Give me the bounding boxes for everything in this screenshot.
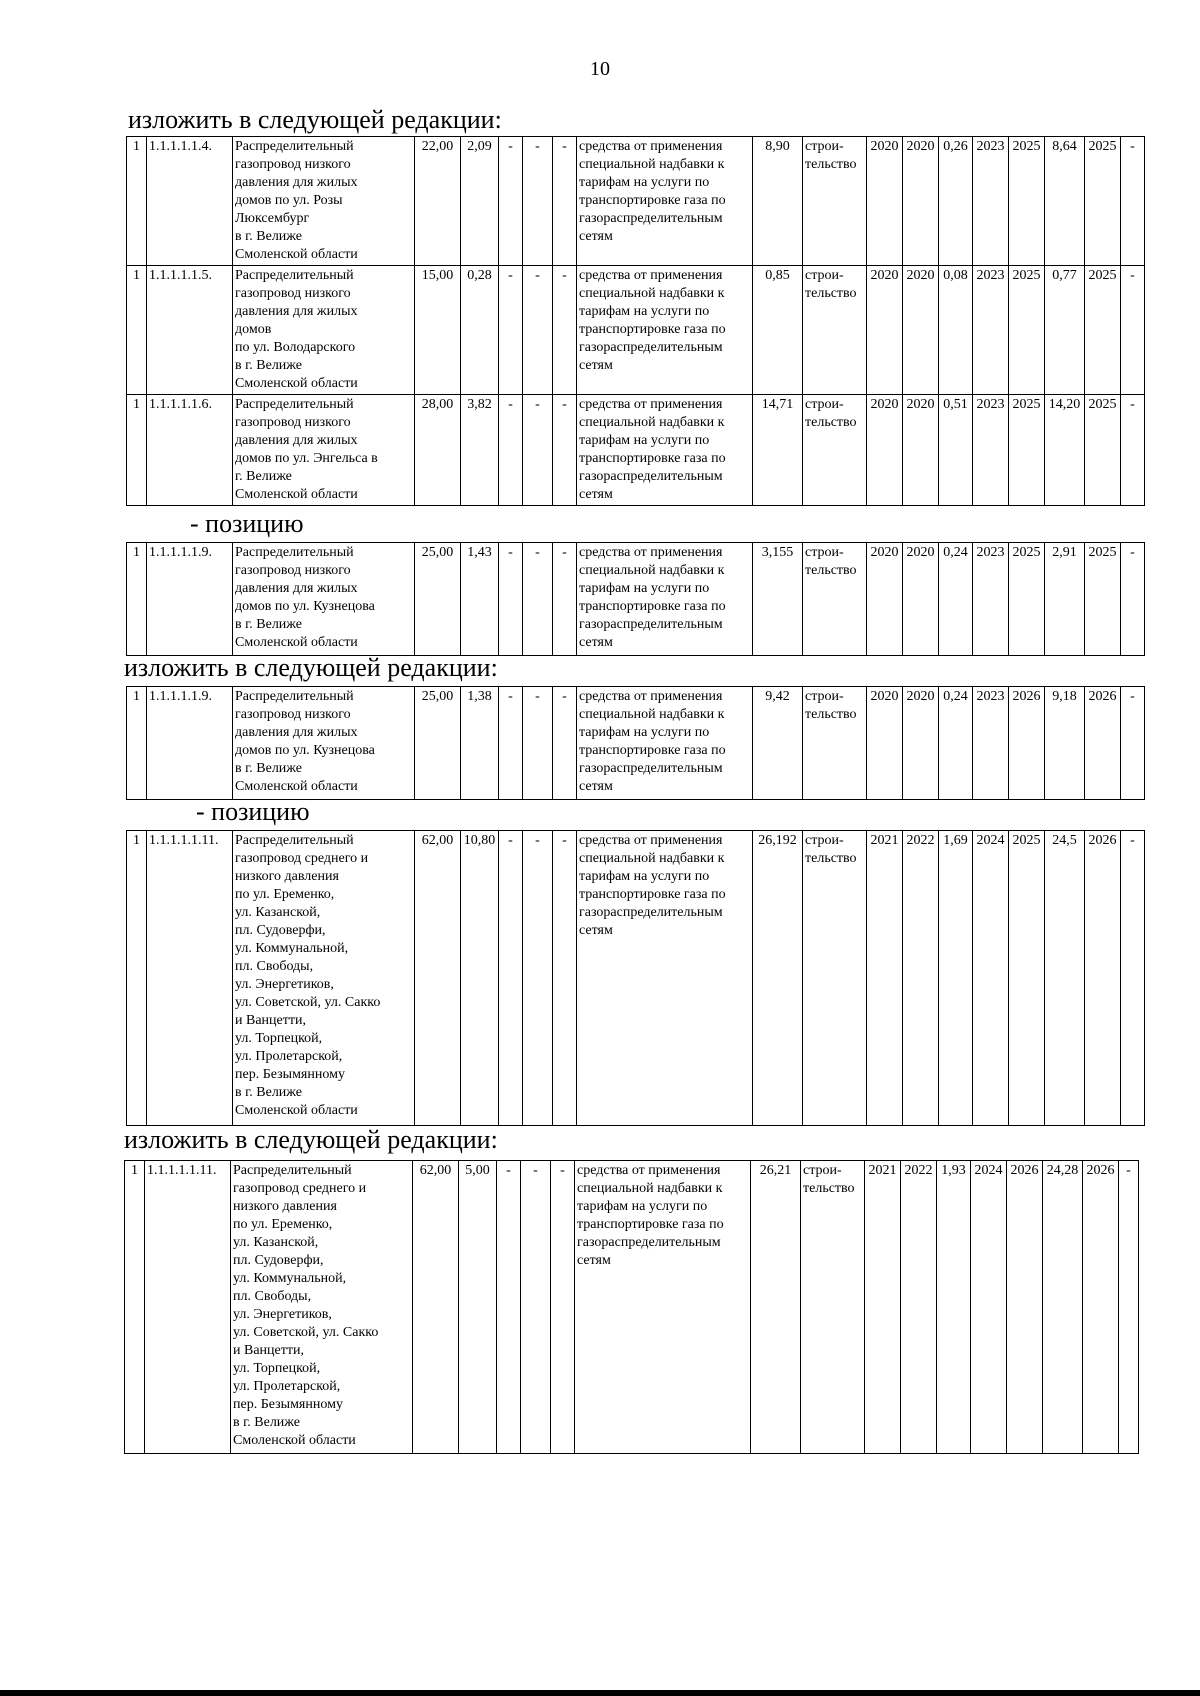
cell-dash: - xyxy=(553,831,577,1126)
cell-code: 1.1.1.1.1.11. xyxy=(147,831,233,1126)
cell-year: 2025 xyxy=(1009,395,1045,506)
cell-funding-source: средства от применения специальной надбавки к тарифам на услуги по транспортировке газа по газораспределительным сетям xyxy=(577,266,753,395)
page-number: 10 xyxy=(590,58,610,80)
cell-dash: - xyxy=(553,137,577,266)
cell-value: 1,43 xyxy=(461,543,499,656)
cell-funding-source: средства от применения специальной надбавки к тарифам на услуги по транспортировке газа по газораспределительным сетям xyxy=(577,831,753,1126)
cell-funding-source: средства от применения специальной надбавки к тарифам на услуги по транспортировке газа по газораспределительным сетям xyxy=(575,1161,751,1454)
cell-dash: - xyxy=(523,395,553,506)
cell-value: 14,20 xyxy=(1045,395,1085,506)
table-row xyxy=(127,543,1145,656)
cell-value: 0,28 xyxy=(461,266,499,395)
cell-year: 2020 xyxy=(903,395,939,506)
cell-dash: - xyxy=(523,831,553,1126)
data-table xyxy=(126,830,1145,1126)
cell-dash: - xyxy=(499,395,523,506)
cell-cost: 14,71 xyxy=(753,395,803,506)
cell-code: 1.1.1.1.1.9. xyxy=(147,543,233,656)
cell-year: 2026 xyxy=(1085,687,1121,800)
cell-work-type: строи- тельство xyxy=(803,687,867,800)
cell-cost: 8,90 xyxy=(753,137,803,266)
cell-year: 2025 xyxy=(1009,266,1045,395)
cell-number: 1 xyxy=(127,137,147,266)
cell-number: 1 xyxy=(125,1161,145,1454)
cell-cost: 0,85 xyxy=(753,266,803,395)
cell-funding-source: средства от применения специальной надбавки к тарифам на услуги по транспортировке газа по газораспределительным сетям xyxy=(577,137,753,266)
cell-dash: - xyxy=(521,1161,551,1454)
cell-year: 2026 xyxy=(1007,1161,1043,1454)
cell-code: 1.1.1.1.1.9. xyxy=(147,687,233,800)
cell-dash: - xyxy=(1121,266,1145,395)
page-bottom-border xyxy=(0,1690,1200,1696)
cell-cost: 3,155 xyxy=(753,543,803,656)
data-table xyxy=(126,136,1145,506)
data-table xyxy=(124,1160,1139,1454)
cell-year: 2025 xyxy=(1009,543,1045,656)
section-heading: изложить в следующей редакции: xyxy=(124,653,498,682)
cell-year: 2021 xyxy=(867,831,903,1126)
cell-number: 1 xyxy=(127,543,147,656)
cell-number: 1 xyxy=(127,687,147,800)
cell-work-type: строи- тельство xyxy=(803,831,867,1126)
cell-code: 1.1.1.1.1.5. xyxy=(147,266,233,395)
cell-value: 0,24 xyxy=(939,543,973,656)
cell-dash: - xyxy=(1121,543,1145,656)
cell-dash: - xyxy=(523,543,553,656)
cell-year: 2023 xyxy=(973,543,1009,656)
cell-year: 2025 xyxy=(1009,137,1045,266)
cell-length: 28,00 xyxy=(415,395,461,506)
data-table xyxy=(126,542,1145,656)
cell-work-type: строи- тельство xyxy=(803,543,867,656)
cell-value: 0,24 xyxy=(939,687,973,800)
cell-length: 22,00 xyxy=(415,137,461,266)
cell-object-name: Распределительный газопровод низкого давления для жилых домов по ул. Кузнецова в г. Велиже Смоленской области xyxy=(233,543,415,656)
cell-year: 2022 xyxy=(901,1161,937,1454)
cell-number: 1 xyxy=(127,266,147,395)
cell-dash: - xyxy=(1121,137,1145,266)
cell-year: 2020 xyxy=(903,137,939,266)
cell-dash: - xyxy=(499,543,523,656)
cell-year: 2025 xyxy=(1085,137,1121,266)
cell-object-name: Распределительный газопровод низкого давления для жилых домов по ул. Розы Люксембург в г. Велиже Смоленской области xyxy=(233,137,415,266)
table-row xyxy=(127,831,1145,1126)
cell-dash: - xyxy=(499,137,523,266)
cell-cost: 9,42 xyxy=(753,687,803,800)
cell-dash: - xyxy=(497,1161,521,1454)
cell-dash: - xyxy=(523,266,553,395)
cell-cost: 26,21 xyxy=(751,1161,801,1454)
table-row xyxy=(127,687,1145,800)
table-row xyxy=(125,1161,1139,1454)
cell-year: 2025 xyxy=(1085,266,1121,395)
section-heading: - позицию xyxy=(196,797,310,826)
table-row xyxy=(127,266,1145,395)
cell-value: 3,82 xyxy=(461,395,499,506)
cell-value: 24,28 xyxy=(1043,1161,1083,1454)
cell-year: 2020 xyxy=(903,543,939,656)
cell-year: 2022 xyxy=(903,831,939,1126)
data-table xyxy=(126,686,1145,800)
cell-code: 1.1.1.1.1.11. xyxy=(145,1161,231,1454)
cell-year: 2020 xyxy=(867,266,903,395)
table-row xyxy=(127,395,1145,506)
cell-value: 24,5 xyxy=(1045,831,1085,1126)
cell-funding-source: средства от применения специальной надбавки к тарифам на услуги по транспортировке газа по газораспределительным сетям xyxy=(577,395,753,506)
cell-year: 2023 xyxy=(973,266,1009,395)
cell-year: 2024 xyxy=(971,1161,1007,1454)
section-heading: изложить в следующей редакции: xyxy=(128,105,502,134)
cell-object-name: Распределительный газопровод низкого давления для жилых домов по ул. Энгельса в г. Велиже Смоленской области xyxy=(233,395,415,506)
cell-length: 25,00 xyxy=(415,543,461,656)
cell-value: 0,77 xyxy=(1045,266,1085,395)
cell-value: 0,08 xyxy=(939,266,973,395)
cell-dash: - xyxy=(553,266,577,395)
cell-value: 5,00 xyxy=(459,1161,497,1454)
cell-length: 62,00 xyxy=(413,1161,459,1454)
cell-dash: - xyxy=(499,266,523,395)
cell-dash: - xyxy=(523,687,553,800)
cell-length: 15,00 xyxy=(415,266,461,395)
cell-object-name: Распределительный газопровод низкого давления для жилых домов по ул. Володарского в г. Велиже Смоленской области xyxy=(233,266,415,395)
cell-value: 2,09 xyxy=(461,137,499,266)
cell-length: 25,00 xyxy=(415,687,461,800)
cell-length: 62,00 xyxy=(415,831,461,1126)
section-heading: изложить в следующей редакции: xyxy=(124,1125,498,1154)
cell-year: 2020 xyxy=(867,687,903,800)
cell-year: 2024 xyxy=(973,831,1009,1126)
cell-object-name: Распределительный газопровод низкого давления для жилых домов по ул. Кузнецова в г. Велиже Смоленской области xyxy=(233,687,415,800)
cell-year: 2023 xyxy=(973,687,1009,800)
cell-object-name: Распределительный газопровод среднего и низкого давления по ул. Еременко, ул. Казанской, пл. Судоверфи, ул. Коммунальной, пл. Свободы, ул. Энергетиков, ул. Советской, ул. Сакко и Ванцетти, ул. Торпецкой, ул. Пролетарской, пер. Безымянному в г. Велиже Смоленской области xyxy=(233,831,415,1126)
cell-value: 2,91 xyxy=(1045,543,1085,656)
cell-dash: - xyxy=(499,831,523,1126)
cell-year: 2020 xyxy=(867,395,903,506)
cell-work-type: строи- тельство xyxy=(803,266,867,395)
cell-dash: - xyxy=(1121,395,1145,506)
cell-code: 1.1.1.1.1.4. xyxy=(147,137,233,266)
cell-code: 1.1.1.1.1.6. xyxy=(147,395,233,506)
cell-number: 1 xyxy=(127,831,147,1126)
cell-dash: - xyxy=(551,1161,575,1454)
cell-dash: - xyxy=(1121,831,1145,1126)
cell-value: 8,64 xyxy=(1045,137,1085,266)
cell-value: 9,18 xyxy=(1045,687,1085,800)
cell-work-type: строи- тельство xyxy=(801,1161,865,1454)
section-heading: - позицию xyxy=(190,509,304,538)
cell-number: 1 xyxy=(127,395,147,506)
cell-year: 2023 xyxy=(973,137,1009,266)
cell-dash: - xyxy=(499,687,523,800)
cell-year: 2020 xyxy=(867,137,903,266)
cell-year: 2020 xyxy=(903,687,939,800)
cell-year: 2021 xyxy=(865,1161,901,1454)
cell-funding-source: средства от применения специальной надбавки к тарифам на услуги по транспортировке газа по газораспределительным сетям xyxy=(577,687,753,800)
cell-year: 2026 xyxy=(1085,831,1121,1126)
cell-work-type: строи- тельство xyxy=(803,137,867,266)
cell-work-type: строи- тельство xyxy=(803,395,867,506)
cell-value: 1,38 xyxy=(461,687,499,800)
cell-object-name: Распределительный газопровод среднего и низкого давления по ул. Еременко, ул. Казанской, пл. Судоверфи, ул. Коммунальной, пл. Свободы, ул. Энергетиков, ул. Советской, ул. Сакко и Ванцетти, ул. Торпецкой, ул. Пролетарской, пер. Безымянному в г. Велиже Смоленской области xyxy=(231,1161,413,1454)
cell-dash: - xyxy=(523,137,553,266)
cell-value: 10,80 xyxy=(461,831,499,1126)
cell-dash: - xyxy=(553,687,577,800)
cell-value: 1,69 xyxy=(939,831,973,1126)
cell-year: 2025 xyxy=(1085,543,1121,656)
cell-cost: 26,192 xyxy=(753,831,803,1126)
cell-year: 2023 xyxy=(973,395,1009,506)
cell-year: 2025 xyxy=(1085,395,1121,506)
table-row xyxy=(127,137,1145,266)
cell-dash: - xyxy=(553,543,577,656)
cell-year: 2025 xyxy=(1009,831,1045,1126)
cell-value: 0,51 xyxy=(939,395,973,506)
cell-year: 2020 xyxy=(903,266,939,395)
cell-year: 2020 xyxy=(867,543,903,656)
cell-funding-source: средства от применения специальной надбавки к тарифам на услуги по транспортировке газа по газораспределительным сетям xyxy=(577,543,753,656)
cell-dash: - xyxy=(1121,687,1145,800)
cell-value: 0,26 xyxy=(939,137,973,266)
cell-year: 2026 xyxy=(1009,687,1045,800)
cell-dash: - xyxy=(553,395,577,506)
cell-dash: - xyxy=(1119,1161,1139,1454)
cell-year: 2026 xyxy=(1083,1161,1119,1454)
cell-value: 1,93 xyxy=(937,1161,971,1454)
